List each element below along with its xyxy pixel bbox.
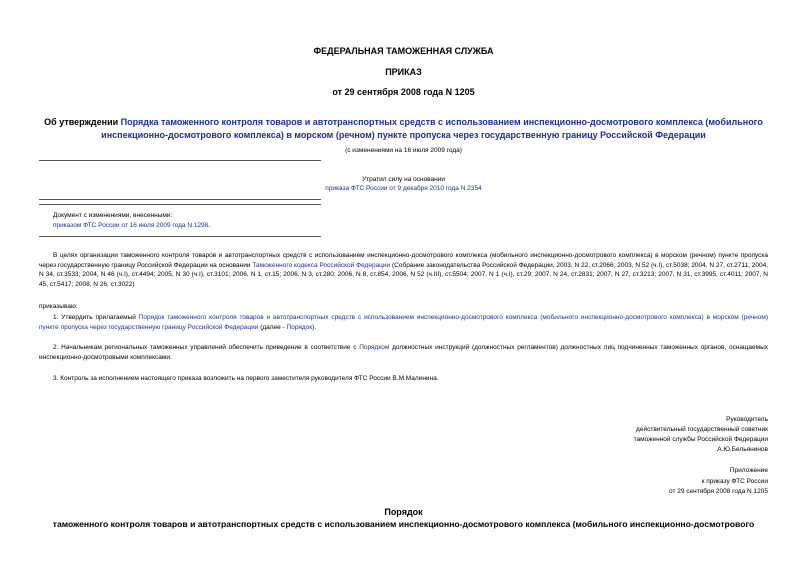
appendix-order: к приказу ФТС России — [701, 478, 768, 485]
changes-link[interactable]: приказом ФТС России от 16 июля 2009 года N 1298 — [53, 222, 209, 229]
amendment-note: (с изменениями на 16 июля 2009 года) — [345, 147, 462, 154]
title-link[interactable]: Порядка таможенного контроля товаров и автотранспортных средств с использованием инспекционно-досмотрового комплекса (мобильного инспекционно-досмотрового комплекса) в морском (речном) пункте пропуска через государственную границу Российской Федерации — [101, 117, 763, 140]
item2-suffix: должностных инструкций (должностных регламентов) должностных лиц подчиненных таможенных органов, оснащаемых инспекционно-досмотровыми комплексами. — [39, 344, 768, 361]
procedure-short-link[interactable]: Порядок — [286, 323, 313, 331]
date-number-heading: от 29 сентября 2008 года N 1205 — [332, 87, 475, 97]
agency-heading: ФЕДЕРАЛЬНАЯ ТАМОЖЕННАЯ СЛУЖБА — [313, 46, 494, 56]
doc-type-heading: ПРИКАЗ — [385, 67, 422, 77]
lost-force-label: Утратил силу на основании — [361, 176, 446, 183]
procedure-subtitle: таможенного контроля товаров и автотранспортных средств с использованием инспекционно-досмотрового комплекса (мобильного инспекционно-досмотрового — [52, 519, 755, 529]
signature-title: Руководитель — [726, 416, 768, 423]
divider — [39, 199, 321, 200]
procedure-link[interactable]: Порядок таможенного контроля товаров и автотранспортных средств с использованием инспекционно-досмотрового комплекса (мобильного инспекционно-досмотрового комплекса) в морском (речном) пункте пропуска через государственную границу Российской Федерации — [39, 314, 768, 331]
item2-prefix: 2. Начальникам региональных таможенных управлений обеспечить приведение в соответствие с — [53, 344, 360, 351]
document-title — [40, 116, 767, 142]
divider — [39, 204, 321, 205]
preamble-text2: (Собрание законодательства Российской Федерации, 2003, N 22, ст.2066; 2003, N 52 (ч.I), ст.5038; 2004, N 27, ст.2711; 2004, N 34, ст.3533; 2004, N 46 (ч.I), ст.4494; 2005, N 30 (ч.I), ст.3101; 2006, N 1, ст.15; 2006, N 3, ст.280; 2006, N 8, ст.854, 2006, N 52 (ч.III), ст.5504; 2007, N 1 (ч.I), ст.29; 2007, N 24, ст.2831; 2007, N 27, ст.3213; 2007, N 31, ст.3995, ст.4011; 2007, N 45, ст.5417; 2008, N 26, ст.3022) — [39, 261, 768, 288]
item1-prefix: 1. Утвердить прилагаемый — [53, 314, 139, 321]
lost-force-link[interactable]: приказа ФТС России от 9 декабря 2010 года N 2354 — [325, 185, 482, 192]
preamble — [39, 251, 768, 289]
signature-service: таможенной службы Российской Федерации — [633, 436, 768, 443]
signature-rank: действительный государственный советник — [636, 426, 768, 433]
order-item-2 — [39, 343, 768, 362]
appendix-date: от 29 сентября 2008 года N 1205 — [669, 488, 768, 495]
procedure-title: Порядок — [384, 507, 423, 517]
divider — [39, 160, 321, 161]
changes-line — [53, 221, 210, 231]
item1-suffix: (далее - — [258, 323, 287, 331]
order-item-3: 3. Контроль за исполнением настоящего приказа возложить на первого заместителя руководителя ФТС России В.М.Малинина. — [53, 375, 439, 382]
procedure-ref-link[interactable]: Порядком — [359, 344, 390, 351]
tax-code-link[interactable]: Таможенного кодекса Российской Федерации — [252, 261, 391, 269]
title-prefix: Об утверждении — [44, 117, 121, 127]
changes-suffix: . — [208, 222, 211, 229]
order-word: приказываю: — [39, 303, 78, 310]
appendix-label: Приложение — [729, 467, 768, 474]
order-item-1 — [39, 313, 768, 332]
item1-end: ). — [312, 323, 317, 331]
changes-label: Документ с изменениями, внесенными: — [53, 212, 173, 219]
signature-name: А.Ю.Бельянинов — [717, 446, 768, 453]
divider — [39, 236, 321, 237]
preamble-text1: В целях организации таможенного контроля товаров и автотранспортных средств с использованием инспекционно-досмотрового комплекса (мобильного инспекционно-досмотрового комплекса) в морском (речном) пункте пропуска через государственную границу Российской Федерации на основании — [39, 252, 768, 269]
